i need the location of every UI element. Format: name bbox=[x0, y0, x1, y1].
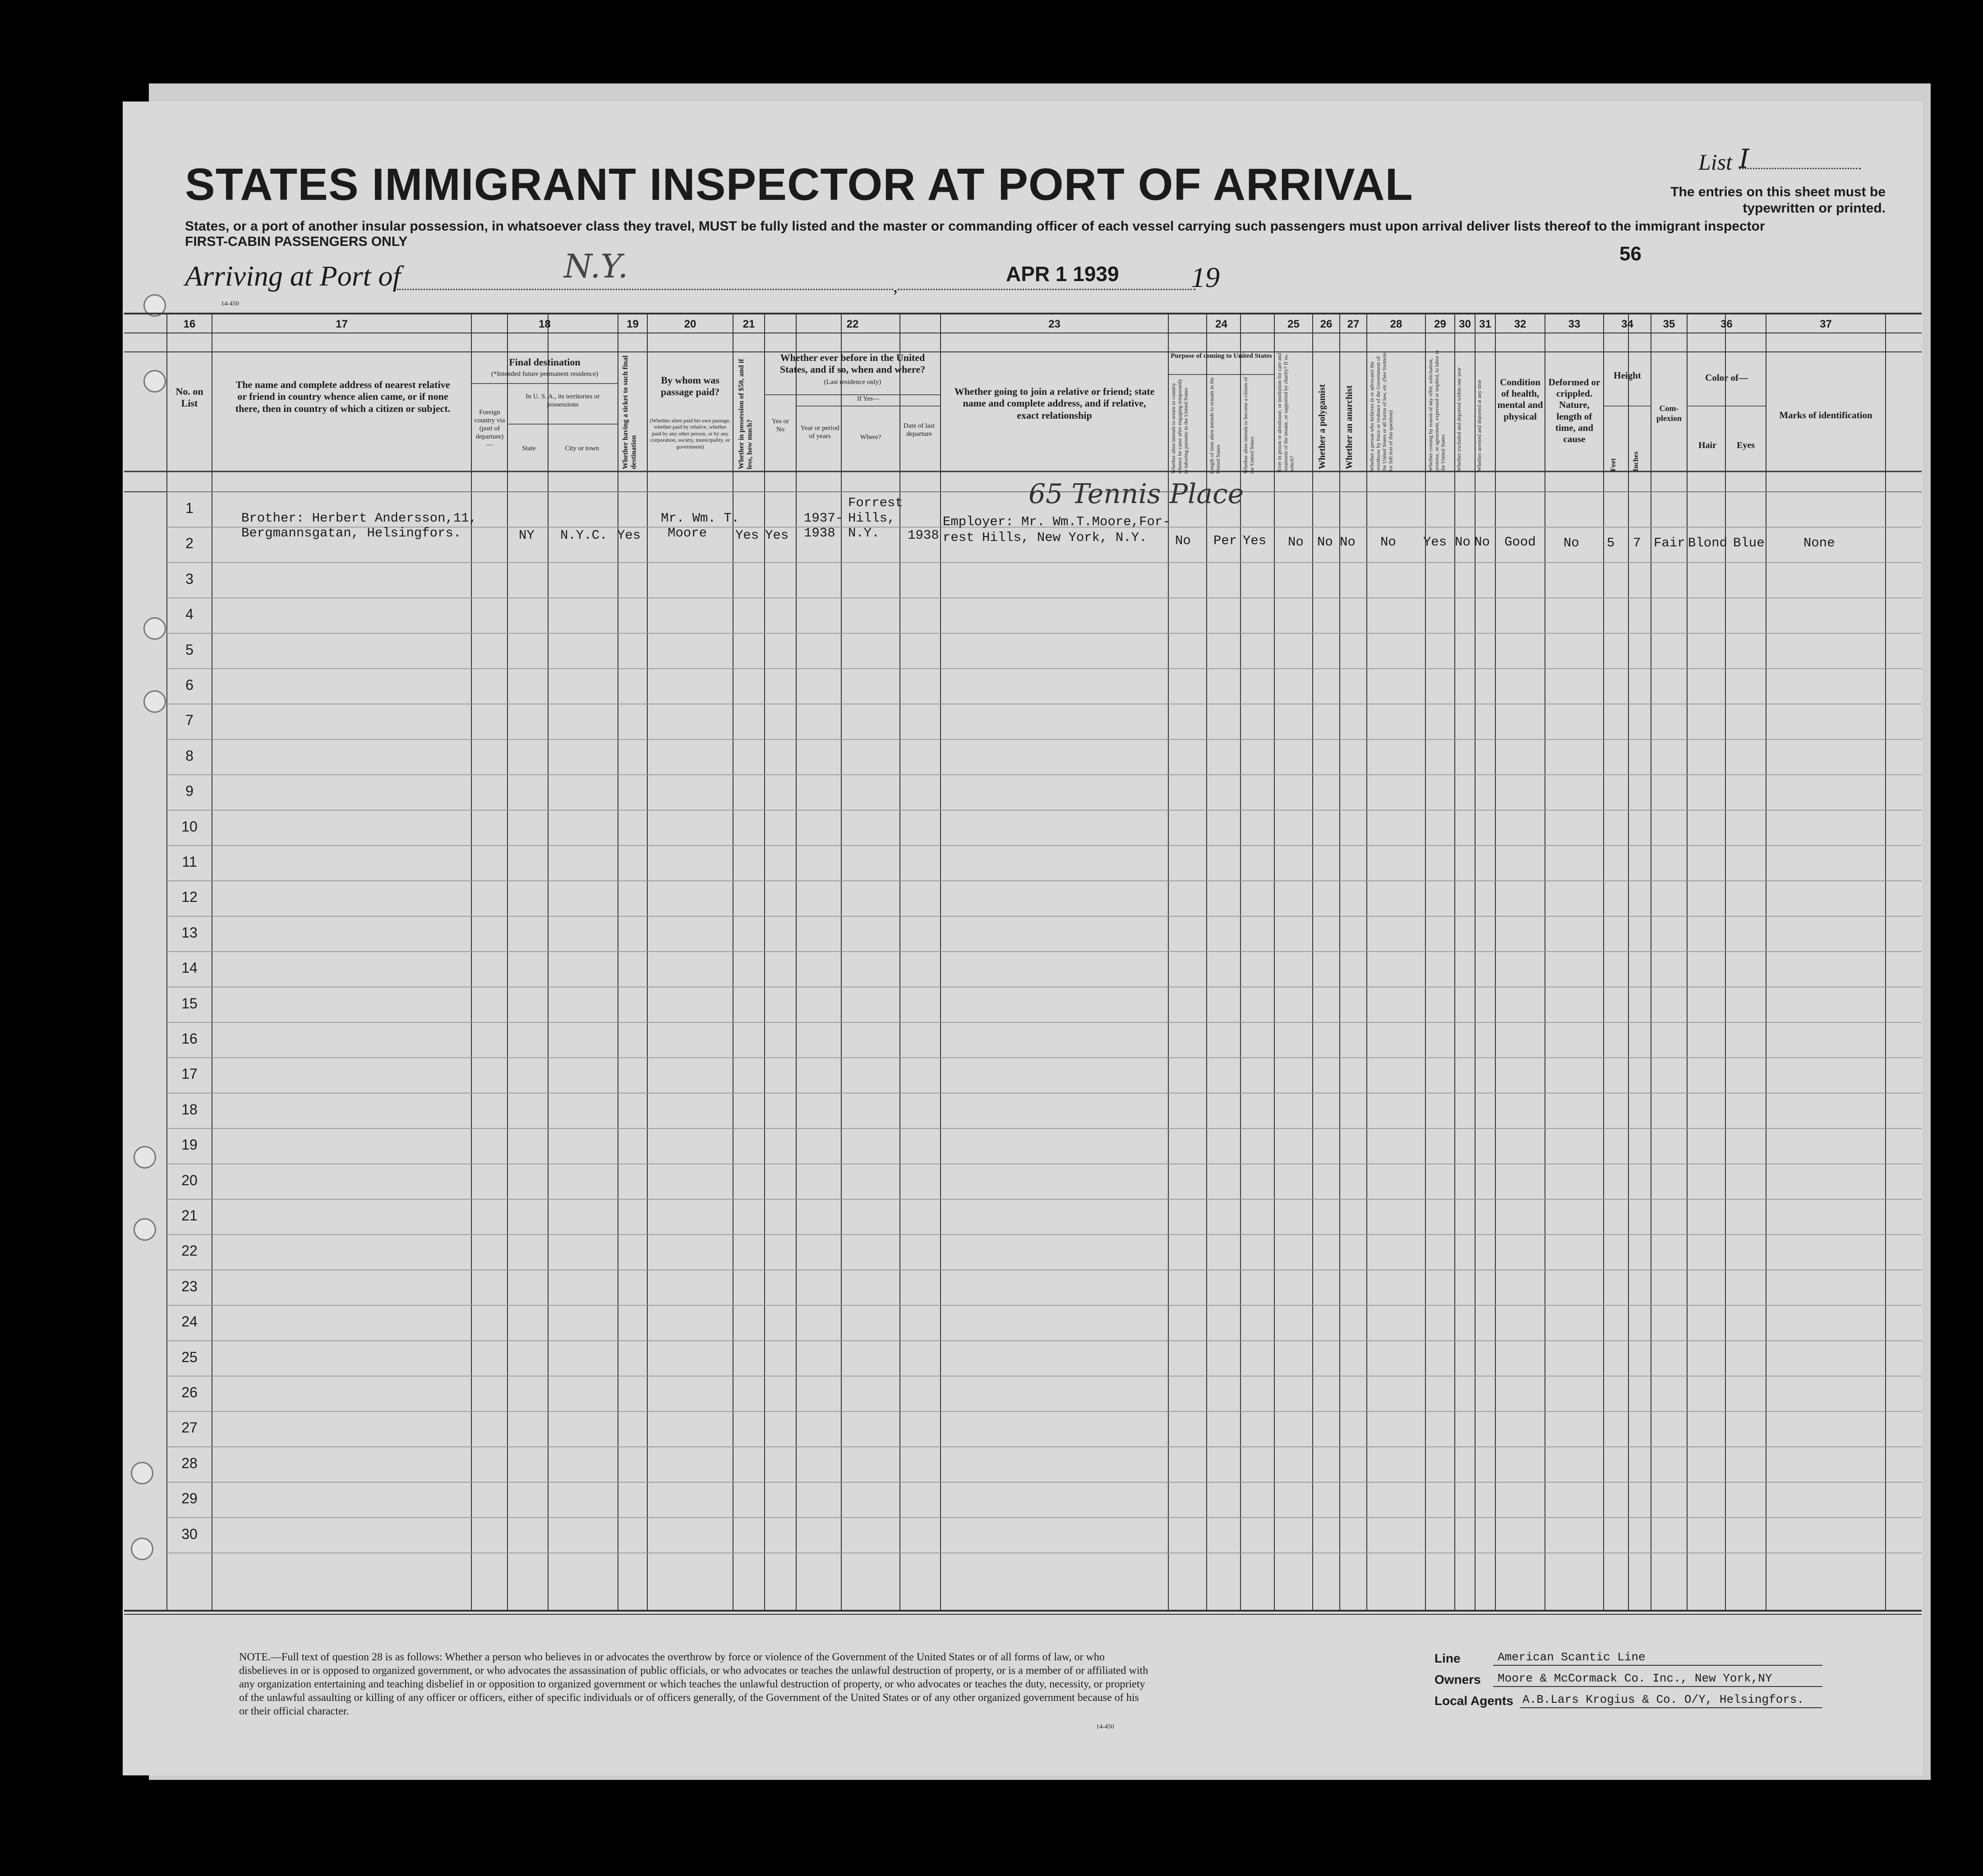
col-num-19: 19 bbox=[627, 318, 639, 330]
line-underline bbox=[1493, 1665, 1822, 1666]
row-number: 27 bbox=[181, 1419, 198, 1436]
line-label: Line bbox=[1434, 1651, 1461, 1665]
cell-anarchist: No bbox=[1340, 535, 1356, 550]
row-number: 10 bbox=[181, 818, 198, 835]
row-number: 30 bbox=[181, 1525, 198, 1542]
date-stamp: APR 1 1939 bbox=[1006, 262, 1119, 286]
header-fifty-dollars: Whether in possession of $50, and if less, how much? bbox=[738, 359, 754, 469]
col-num-33: 33 bbox=[1568, 318, 1581, 330]
col-num-16: 16 bbox=[183, 318, 196, 330]
header-years: Year or period of years bbox=[800, 425, 839, 440]
row-number: 17 bbox=[181, 1066, 198, 1082]
cell-complexion: Fair bbox=[1654, 536, 1685, 550]
cell-q28: No bbox=[1380, 535, 1396, 550]
list-label: List bbox=[1698, 149, 1733, 175]
agents-label: Local Agents bbox=[1434, 1694, 1513, 1708]
cell-join-line1: Employer: Mr. Wm.T.Moore,For- bbox=[943, 514, 1171, 529]
cell-feet: 5 bbox=[1607, 536, 1615, 550]
row-number: 5 bbox=[185, 641, 194, 658]
header-height: Height bbox=[1614, 370, 1641, 381]
header-relative: The name and complete address of nearest relative or friend in country whence alien came, or if none there, then in country of which a citizen or subject. bbox=[235, 379, 451, 414]
col-num-27: 27 bbox=[1347, 318, 1360, 330]
row-number: 23 bbox=[181, 1278, 198, 1294]
header-excluded: Whether excluded and deported within one year bbox=[1456, 367, 1462, 471]
row-number: 26 bbox=[181, 1384, 198, 1400]
cell-return-country: No bbox=[1175, 533, 1191, 548]
header-city: City or town bbox=[565, 445, 599, 452]
col-num-26: 26 bbox=[1320, 318, 1333, 330]
header-foreign-country: Foreign country via (port of departure)— bbox=[474, 409, 505, 448]
row-number: 9 bbox=[185, 783, 194, 799]
header-final-destination-note: (*Intended future permanent residence) bbox=[491, 370, 598, 378]
col-num-25: 25 bbox=[1287, 318, 1300, 330]
header-polygamist: Whether a polygamist bbox=[1317, 384, 1327, 469]
header-ever-before: Whether ever before in the United States, and if so, when and where? bbox=[779, 352, 926, 375]
col-num-24: 24 bbox=[1215, 318, 1227, 330]
cell-q31: No bbox=[1474, 535, 1490, 550]
header-state: State bbox=[522, 445, 536, 452]
footnote: NOTE.—Full text of question 28 is as follows: Whether a person who believes in or advocates the overthrow by force or violence of the Government of the United States or of all forms of law, or who disbelieves in or is opposed to organized government, or who advocates the assassination of public officials, or who advocates or teaches the unlawful destruction of property, or is a member of or affiliated with any organization entertaining and teaching disbelief in or opposition to organized government or which teaches the unlawful destruction of property, or who advocates or teaches the duty, necessity, or propriety of the unlawful assaulting or killing of any officer or officers, either of specific individuals or of officers generally, of the Government of the United States or of any other organized government because of his or their official character. bbox=[239, 1651, 1148, 1717]
header-anarchist: Whether an anarchist bbox=[1344, 385, 1354, 469]
cell-citizen: Yes bbox=[1243, 533, 1267, 548]
col-num-20: 20 bbox=[684, 318, 696, 330]
col-num-32: 32 bbox=[1514, 318, 1526, 330]
col-num-31: 31 bbox=[1479, 318, 1491, 330]
cell-fifty: Yes bbox=[735, 528, 759, 543]
owners-value: Moore & McCormack Co. Inc., New York,NY bbox=[1498, 1672, 1772, 1685]
cell-where-line2: Hills, bbox=[848, 511, 895, 526]
owners-label: Owners bbox=[1434, 1673, 1481, 1687]
header-feet: Feet bbox=[1609, 458, 1617, 471]
header-health: Condition of health, mental and physical bbox=[1497, 377, 1543, 422]
cell-years-line2: 1938 bbox=[804, 526, 835, 541]
header-purpose: Purpose of coming to United States bbox=[1171, 352, 1272, 360]
header-deformed: Deformed or crippled. Nature, length of time, and cause bbox=[1548, 377, 1600, 444]
row-number: 25 bbox=[181, 1349, 198, 1365]
header-eyes: Eyes bbox=[1737, 440, 1755, 450]
col-num-29: 29 bbox=[1434, 318, 1446, 330]
header-purpose-citizen: Whether alien intends to become a citizen of the United States bbox=[1242, 377, 1255, 474]
owners-underline bbox=[1493, 1686, 1822, 1687]
col-num-17: 17 bbox=[336, 318, 348, 330]
instruction-text: The entries on this sheet must be typewritten or printed. bbox=[1670, 185, 1886, 216]
line-value: American Scantic Line bbox=[1498, 1650, 1646, 1664]
agents-value: A.B.Lars Krogius & Co. O/Y, Helsingfors. bbox=[1522, 1693, 1804, 1706]
row-number: 14 bbox=[181, 960, 198, 976]
cell-relative-line1: Brother: Herbert Andersson,11, bbox=[241, 511, 477, 526]
header-final-destination: Final destination bbox=[509, 356, 581, 368]
row-number: 7 bbox=[185, 712, 194, 729]
col-num-34: 34 bbox=[1621, 318, 1633, 330]
header-yes-or-no: Yes or No bbox=[771, 418, 789, 433]
cell-city: N.Y.C. bbox=[560, 528, 608, 543]
cell-marks: None bbox=[1803, 536, 1835, 550]
col-num-18: 18 bbox=[539, 318, 551, 330]
row-number: 8 bbox=[185, 747, 194, 764]
sheet-number: 56 bbox=[1619, 243, 1642, 265]
header-last-departure: Date of last departure bbox=[903, 422, 935, 438]
header-inches: Inches bbox=[1632, 451, 1640, 471]
row-number: 13 bbox=[181, 924, 198, 941]
header-purpose-length: Length of time alien intends to remain in the United States bbox=[1208, 377, 1221, 474]
header-if-yes: If Yes— bbox=[857, 395, 880, 402]
header-prison: Ever in prison or almshouse, or institution for care and treatment of the insane, or supported by charity? If so, which? bbox=[1276, 353, 1295, 471]
subtitle-line2: FIRST-CABIN PASSENGERS ONLY bbox=[185, 234, 408, 249]
cell-last-departure: 1938 bbox=[908, 528, 939, 543]
cell-length-stay: Per bbox=[1213, 533, 1237, 548]
row-number: 19 bbox=[181, 1137, 198, 1153]
page-title: STATES IMMIGRANT INSPECTOR AT PORT OF ARRIVAL bbox=[185, 159, 1413, 210]
arriving-label: Arriving at Port of bbox=[185, 260, 401, 292]
row-number: 28 bbox=[181, 1455, 198, 1471]
row-number: 29 bbox=[181, 1490, 198, 1507]
row-number: 21 bbox=[181, 1207, 198, 1224]
col-num-22: 22 bbox=[846, 318, 859, 330]
header-hair: Hair bbox=[1698, 440, 1716, 450]
port-value: N.Y. bbox=[564, 247, 628, 285]
cell-join-line2: rest Hills, New York, N.Y. bbox=[943, 530, 1147, 545]
header-usa-group: In U. S. A., its territories or possessions bbox=[526, 393, 600, 408]
cell-health: Good bbox=[1504, 535, 1536, 550]
cell-before: Yes bbox=[765, 528, 789, 543]
list-value: I bbox=[1739, 143, 1749, 174]
row-number: 2 bbox=[185, 535, 194, 552]
cell-prison: No bbox=[1288, 535, 1304, 550]
header-ever-before-note: (Last residence only) bbox=[824, 379, 881, 386]
row-number: 6 bbox=[185, 677, 194, 693]
subtitle-line1: States, or a port of another insular possession, in whatsoever class they travel, MUST be fully listed and the master or commanding officer of each vessel carrying such passengers must upon arrival deliver lists thereof to the immigrant inspector bbox=[185, 219, 1765, 234]
header-ticket: Whether having a ticket to such final destination bbox=[622, 355, 638, 469]
row-number: 12 bbox=[181, 889, 198, 906]
header-passage-paid-note: (Whether alien paid his own passage, whether paid by relative, whether paid by any other person, or by any corporation, society, municipality, or government) bbox=[650, 417, 731, 450]
col-num-37: 37 bbox=[1820, 318, 1832, 330]
cell-ticket: Yes bbox=[617, 528, 641, 543]
header-marks: Marks of identification bbox=[1779, 410, 1872, 420]
cell-paid-line2: Moore bbox=[668, 526, 707, 541]
cell-state: NY bbox=[519, 528, 535, 543]
agents-underline bbox=[1520, 1707, 1822, 1708]
header-complexion: Com-plexion bbox=[1656, 404, 1682, 423]
form-code: 14-450 bbox=[221, 300, 239, 307]
col-num-21: 21 bbox=[742, 318, 755, 330]
year-prefix: 19 bbox=[1191, 261, 1220, 293]
cell-inches: 7 bbox=[1633, 536, 1641, 550]
comma: , bbox=[893, 276, 898, 296]
cell-eyes: Blue bbox=[1733, 536, 1765, 550]
cell-paid-line1: Mr. Wm. T. bbox=[661, 511, 740, 526]
header-passage-paid: By whom was passage paid? bbox=[660, 374, 720, 398]
col-num-28: 28 bbox=[1390, 318, 1402, 330]
header-color-of: Color of— bbox=[1705, 372, 1748, 383]
row-number: 24 bbox=[181, 1313, 198, 1330]
cell-polygamist: No bbox=[1317, 535, 1333, 550]
header-no-on-list: No. on List bbox=[175, 386, 203, 409]
row-number: 11 bbox=[182, 854, 197, 870]
cell-deformed: No bbox=[1563, 536, 1579, 550]
cell-hair: Blond bbox=[1688, 536, 1728, 550]
cell-where-line3: N.Y. bbox=[848, 526, 880, 541]
cell-where-line1: Forrest bbox=[848, 495, 903, 510]
col-num-30: 30 bbox=[1459, 318, 1471, 330]
cell-q29: Yes bbox=[1423, 535, 1447, 550]
col-num-23: 23 bbox=[1048, 318, 1061, 330]
row-number: 15 bbox=[181, 995, 198, 1012]
header-join-relative: Whether going to join a relative or friend; state name and complete address, and if relative, exact relationship bbox=[954, 386, 1155, 421]
header-arrested: Whether arrested and deported at any time bbox=[1476, 379, 1482, 471]
row-number: 1 bbox=[185, 500, 194, 516]
cell-years-line1: 1937- bbox=[804, 511, 844, 526]
cell-join-handwritten: 65 Tennis Place bbox=[1028, 478, 1244, 510]
row-number: 20 bbox=[181, 1172, 198, 1188]
header-purpose-return: Whether alien intends to return to country whence he came after engaging temporarily in laboring pursuits in the United States bbox=[1170, 379, 1189, 474]
col-num-35: 35 bbox=[1663, 318, 1675, 330]
row-number: 16 bbox=[181, 1030, 198, 1047]
footer-form-code: 14-450 bbox=[1096, 1724, 1114, 1730]
row-number: 22 bbox=[181, 1243, 198, 1259]
cell-relative-line2: Bergmannsgatan, Helsingfors. bbox=[241, 526, 461, 541]
cell-q30: No bbox=[1455, 535, 1471, 550]
col-num-36: 36 bbox=[1720, 318, 1733, 330]
row-number: 18 bbox=[181, 1101, 198, 1118]
row-number: 3 bbox=[185, 570, 194, 587]
row-number: 4 bbox=[185, 606, 194, 623]
header-labor-offer: Whether coming by reason of any offer, solicitation, promise, or agreement, expressed or implied, to labor in the United States bbox=[1427, 350, 1446, 471]
header-overthrow: Whether a person who believes in or advocates the overthrow by force or violence of the Government of the United States or all forms of law, etc. (See footnote for full text of this question) bbox=[1369, 352, 1394, 471]
header-where: Where? bbox=[860, 434, 881, 441]
